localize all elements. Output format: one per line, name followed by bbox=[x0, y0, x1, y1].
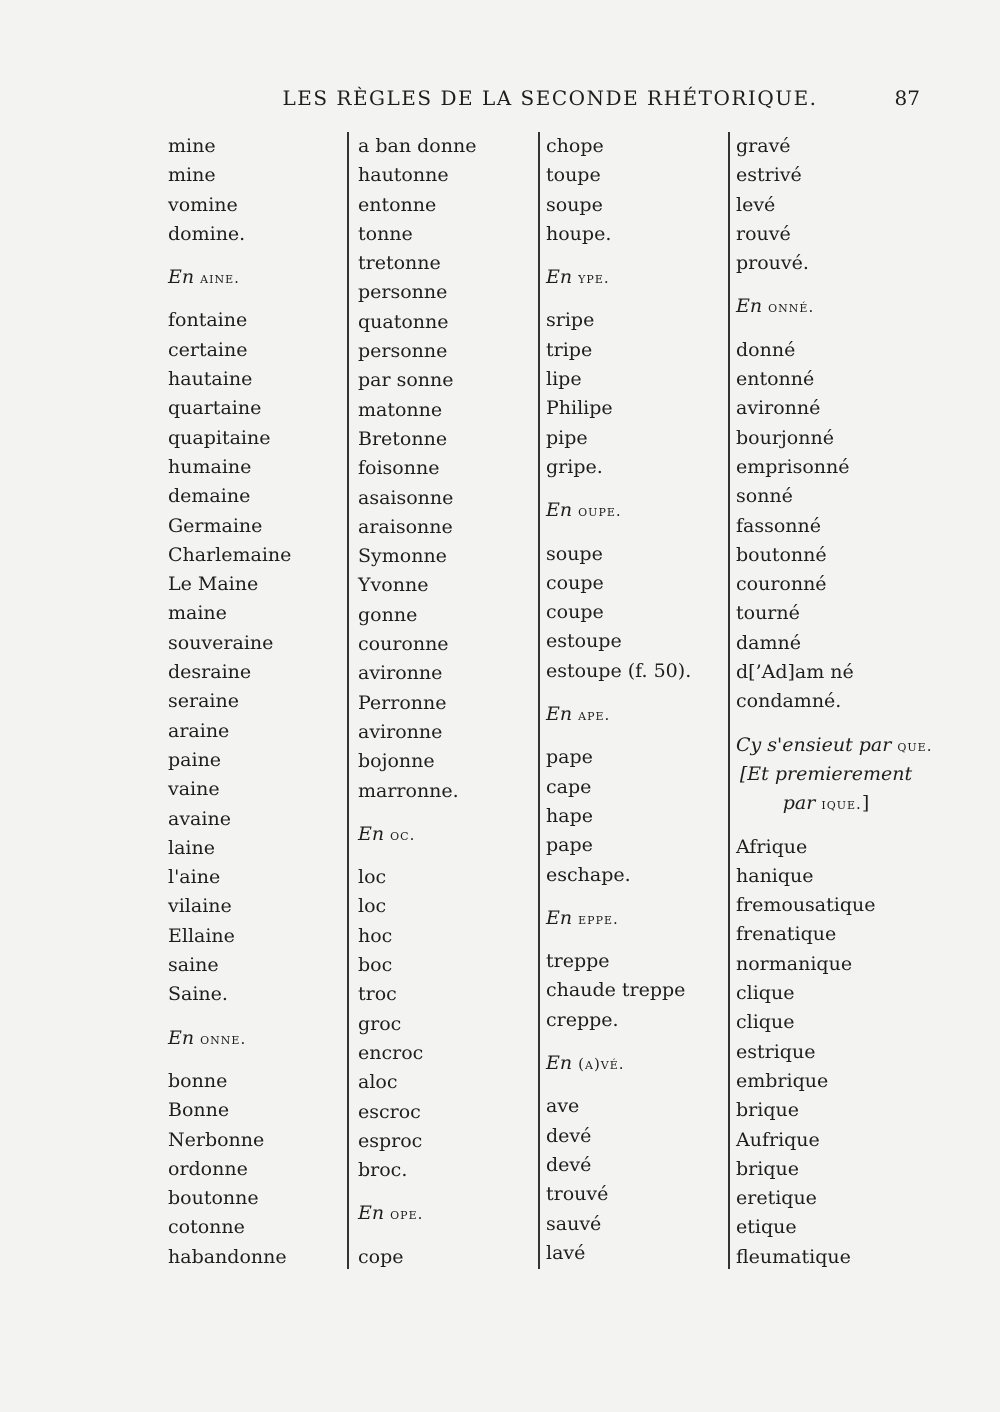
word-entry: araine bbox=[168, 719, 230, 742]
word-entry: ave bbox=[546, 1095, 580, 1118]
rhyme-heading bbox=[546, 1049, 726, 1078]
word-entry: vilaine bbox=[168, 895, 232, 918]
heading-prefix: En bbox=[546, 703, 573, 726]
word-entry: mine bbox=[168, 164, 216, 187]
section-spacer bbox=[546, 526, 726, 540]
word-entry: fassonné bbox=[736, 514, 822, 537]
word-entry: fremousatique bbox=[736, 894, 876, 917]
word-entry: toupe bbox=[546, 164, 601, 187]
column-rule bbox=[728, 132, 730, 1269]
word-entry: bojonne bbox=[358, 750, 435, 773]
word-entry: groc bbox=[358, 1012, 402, 1035]
word-entry: aloc bbox=[358, 1071, 398, 1094]
word-entry: foisonne bbox=[358, 457, 440, 480]
word-entry: troc bbox=[358, 983, 397, 1006]
word-entry: devé bbox=[546, 1124, 592, 1147]
word-entry: ordonne bbox=[168, 1157, 248, 1180]
word-entry: boutonné bbox=[736, 543, 827, 566]
heading-ending: (a)vé. bbox=[578, 1055, 625, 1074]
section-spacer bbox=[546, 890, 726, 904]
word-entry: rouvé bbox=[736, 222, 791, 245]
word-entry: cotonne bbox=[168, 1216, 245, 1239]
heading-prefix: En bbox=[168, 1026, 195, 1049]
heading-prefix: En bbox=[736, 295, 763, 318]
word-entry: maine bbox=[168, 602, 227, 625]
heading-ending: aine. bbox=[200, 269, 240, 288]
word-column-2 bbox=[358, 132, 538, 1272]
word-entry: par sonne bbox=[358, 369, 454, 392]
section-spacer bbox=[546, 1035, 726, 1049]
word-entry: creppe. bbox=[546, 1008, 619, 1031]
word-entry: couronne bbox=[358, 633, 449, 656]
word-entry: gravé bbox=[736, 135, 791, 157]
word-entry: Symonne bbox=[358, 545, 447, 568]
section-spacer bbox=[358, 849, 538, 863]
section-caption bbox=[736, 760, 916, 789]
section-spacer bbox=[546, 686, 726, 700]
rhyme-heading bbox=[168, 263, 348, 292]
word-entry: Afrique bbox=[736, 835, 808, 858]
section-spacer bbox=[546, 249, 726, 263]
word-entry: Bretonne bbox=[358, 427, 448, 450]
word-entry: desraine bbox=[168, 661, 252, 684]
heading-ending: ape. bbox=[578, 706, 611, 725]
rhyme-heading bbox=[546, 904, 726, 933]
word-entry: damné bbox=[736, 631, 801, 654]
word-entry: a ban donne bbox=[358, 135, 477, 157]
word-entry: sripe bbox=[546, 309, 595, 332]
section-spacer bbox=[736, 717, 916, 731]
word-entry: hautonne bbox=[358, 164, 449, 187]
heading-ending: oc. bbox=[390, 825, 416, 844]
section-spacer bbox=[546, 729, 726, 743]
section-spacer bbox=[168, 1053, 348, 1067]
word-entry: coupe bbox=[546, 601, 604, 624]
word-entry: brique bbox=[736, 1099, 799, 1122]
word-column-4 bbox=[736, 132, 933, 1272]
word-entry: marronne. bbox=[358, 779, 459, 802]
word-entry: escroc bbox=[358, 1100, 421, 1123]
column-rule bbox=[538, 132, 540, 1269]
word-entry: boc bbox=[358, 954, 393, 977]
word-entry: humaine bbox=[168, 455, 252, 478]
word-entry: hape bbox=[546, 804, 593, 827]
word-entry: avironne bbox=[358, 662, 443, 685]
caption-ending: ique. bbox=[821, 795, 862, 814]
running-header bbox=[170, 86, 930, 118]
word-entry: araisonne bbox=[358, 515, 453, 538]
word-entry: gonne bbox=[358, 603, 418, 626]
caption-text: [Et premierement bbox=[739, 762, 913, 785]
section-spacer bbox=[736, 322, 916, 336]
word-entry: paine bbox=[168, 748, 222, 771]
word-entry: clique bbox=[736, 982, 795, 1005]
section-spacer bbox=[168, 249, 348, 263]
heading-prefix: En bbox=[358, 1202, 385, 1225]
word-entry: domine. bbox=[168, 222, 246, 245]
word-entry: etique bbox=[736, 1216, 797, 1239]
word-entry: quatonne bbox=[358, 310, 449, 333]
word-entry: cape bbox=[546, 775, 592, 798]
caption-text: par bbox=[782, 792, 816, 815]
word-entry: Ellaine bbox=[168, 924, 235, 947]
word-entry: bonne bbox=[168, 1069, 228, 1092]
word-entry: avaine bbox=[168, 807, 231, 830]
heading-prefix: En bbox=[358, 822, 385, 845]
heading-prefix: En bbox=[168, 266, 195, 289]
heading-ending: eppe. bbox=[578, 909, 619, 928]
word-entry: Bonne bbox=[168, 1099, 230, 1122]
heading-prefix: En bbox=[546, 499, 573, 522]
heading-prefix: En bbox=[546, 906, 573, 929]
word-entry: personne bbox=[358, 340, 448, 363]
word-entry: embrique bbox=[736, 1069, 829, 1092]
word-entry: condamné. bbox=[736, 690, 842, 713]
word-entry: eretique bbox=[736, 1187, 817, 1210]
rhyme-heading bbox=[736, 292, 916, 321]
word-entry: treppe bbox=[546, 950, 610, 973]
word-entry: mine bbox=[168, 135, 216, 157]
section-spacer bbox=[546, 482, 726, 496]
heading-prefix: En bbox=[546, 266, 573, 289]
word-entry: soupe bbox=[546, 193, 603, 216]
word-entry: d[’Ad]am né bbox=[736, 661, 854, 684]
word-entry: personne bbox=[358, 281, 448, 304]
caption-ending: que. bbox=[897, 736, 933, 755]
word-entry: tretonne bbox=[358, 252, 441, 275]
word-entry: tripe bbox=[546, 338, 593, 361]
section-spacer bbox=[736, 819, 916, 833]
word-entry: vomine bbox=[168, 193, 238, 216]
word-entry: hoc bbox=[358, 924, 393, 947]
word-entry: habandonne bbox=[168, 1245, 287, 1268]
heading-ending: ope. bbox=[390, 1205, 424, 1224]
word-entry: cope bbox=[358, 1245, 404, 1268]
word-entry: laine bbox=[168, 836, 215, 859]
word-entry: avironne bbox=[358, 720, 443, 743]
word-entry: demaine bbox=[168, 485, 251, 508]
word-entry: trouvé bbox=[546, 1183, 609, 1206]
section-spacer bbox=[358, 806, 538, 820]
rhyme-heading bbox=[358, 1199, 538, 1228]
word-entry: prouvé. bbox=[736, 252, 809, 275]
heading-ending: oupe. bbox=[578, 502, 622, 521]
word-entry: pape bbox=[546, 834, 593, 857]
word-entry: entonné bbox=[736, 368, 815, 391]
word-entry: sauvé bbox=[546, 1212, 602, 1235]
word-entry: sonné bbox=[736, 485, 793, 508]
word-entry: vaine bbox=[168, 778, 220, 801]
section-caption bbox=[736, 789, 916, 818]
word-entry: hautaine bbox=[168, 368, 253, 391]
word-entry: pape bbox=[546, 746, 593, 769]
word-entry: l'aine bbox=[168, 866, 221, 889]
word-entry: boutonne bbox=[168, 1187, 259, 1210]
word-entry: lavé bbox=[546, 1241, 586, 1264]
caption-bracket: ] bbox=[861, 792, 870, 815]
word-entry: Le Maine bbox=[168, 573, 259, 596]
section-spacer bbox=[358, 1229, 538, 1243]
word-entry: quapitaine bbox=[168, 426, 271, 449]
word-entry: tourné bbox=[736, 602, 800, 625]
word-entry: souveraine bbox=[168, 631, 274, 654]
caption-text: Cy s'ensieut par bbox=[736, 733, 892, 756]
word-entry: brique bbox=[736, 1157, 799, 1180]
word-entry: fleumatique bbox=[736, 1245, 851, 1268]
word-entry: Philipe bbox=[546, 397, 613, 420]
word-entry: soupe bbox=[546, 542, 603, 565]
word-entry: matonne bbox=[358, 398, 443, 421]
rhyme-heading bbox=[168, 1024, 348, 1053]
word-entry: entonne bbox=[358, 193, 437, 216]
word-entry: Yvonne bbox=[358, 574, 429, 597]
word-entry: quartaine bbox=[168, 397, 262, 420]
running-title: LES RÈGLES DE LA SECONDE RHÉTORIQUE. bbox=[282, 86, 818, 110]
word-entry: lipe bbox=[546, 368, 582, 391]
word-entry: certaine bbox=[168, 338, 248, 361]
word-entry: couronné bbox=[736, 573, 827, 596]
word-entry: loc bbox=[358, 895, 387, 918]
word-entry: estoupe bbox=[546, 630, 622, 653]
section-spacer bbox=[168, 1010, 348, 1024]
section-spacer bbox=[546, 1078, 726, 1092]
word-entry: fontaine bbox=[168, 309, 248, 332]
word-entry: frenatique bbox=[736, 923, 837, 946]
word-entry: houpe. bbox=[546, 222, 612, 245]
rhyme-heading bbox=[546, 496, 726, 525]
rhyme-heading bbox=[358, 820, 538, 849]
column-rule bbox=[347, 132, 349, 1269]
word-entry: donné bbox=[736, 338, 796, 361]
word-entry: Saine. bbox=[168, 983, 228, 1006]
word-entry: normanique bbox=[736, 952, 853, 975]
section-spacer bbox=[546, 292, 726, 306]
word-entry: devé bbox=[546, 1153, 592, 1176]
word-entry: clique bbox=[736, 1011, 795, 1034]
word-entry: Nerbonne bbox=[168, 1128, 265, 1151]
heading-ending: onne. bbox=[200, 1029, 247, 1048]
word-entry: Aufrique bbox=[736, 1128, 820, 1151]
word-entry: seraine bbox=[168, 690, 239, 713]
word-entry: chope bbox=[546, 135, 604, 157]
heading-ending: onné. bbox=[768, 298, 815, 317]
section-spacer bbox=[358, 1185, 538, 1199]
section-spacer bbox=[546, 933, 726, 947]
word-column-3 bbox=[546, 132, 726, 1268]
word-entry: Charlemaine bbox=[168, 543, 292, 566]
word-entry: broc. bbox=[358, 1159, 408, 1182]
word-entry: levé bbox=[736, 193, 776, 216]
rhyme-heading bbox=[546, 263, 726, 292]
word-entry: Perronne bbox=[358, 691, 447, 714]
word-entry: saine bbox=[168, 954, 219, 977]
word-entry: avironné bbox=[736, 397, 821, 420]
word-entry: esproc bbox=[358, 1129, 423, 1152]
section-spacer bbox=[736, 278, 916, 292]
word-entry: loc bbox=[358, 866, 387, 889]
word-entry: estoupe (f. 50). bbox=[546, 659, 692, 682]
word-entry: pipe bbox=[546, 426, 588, 449]
word-entry: coupe bbox=[546, 571, 604, 594]
word-entry: gripe. bbox=[546, 455, 603, 478]
word-entry: tonne bbox=[358, 222, 413, 245]
word-entry: chaude treppe bbox=[546, 979, 686, 1002]
section-caption bbox=[736, 731, 933, 760]
word-entry: bourjonné bbox=[736, 426, 834, 449]
word-entry: emprisonné bbox=[736, 455, 850, 478]
rhyme-heading bbox=[546, 700, 726, 729]
word-entry: hanique bbox=[736, 864, 814, 887]
word-entry: encroc bbox=[358, 1041, 424, 1064]
word-entry: asaisonne bbox=[358, 486, 454, 509]
word-entry: estrique bbox=[736, 1040, 816, 1063]
section-spacer bbox=[168, 292, 348, 306]
word-entry: estrivé bbox=[736, 164, 802, 187]
page-number: 87 bbox=[894, 86, 920, 110]
heading-ending: ype. bbox=[578, 269, 610, 288]
word-entry: Germaine bbox=[168, 514, 263, 537]
word-entry: eschape. bbox=[546, 863, 631, 886]
heading-prefix: En bbox=[546, 1052, 573, 1075]
word-column-1 bbox=[168, 132, 348, 1272]
